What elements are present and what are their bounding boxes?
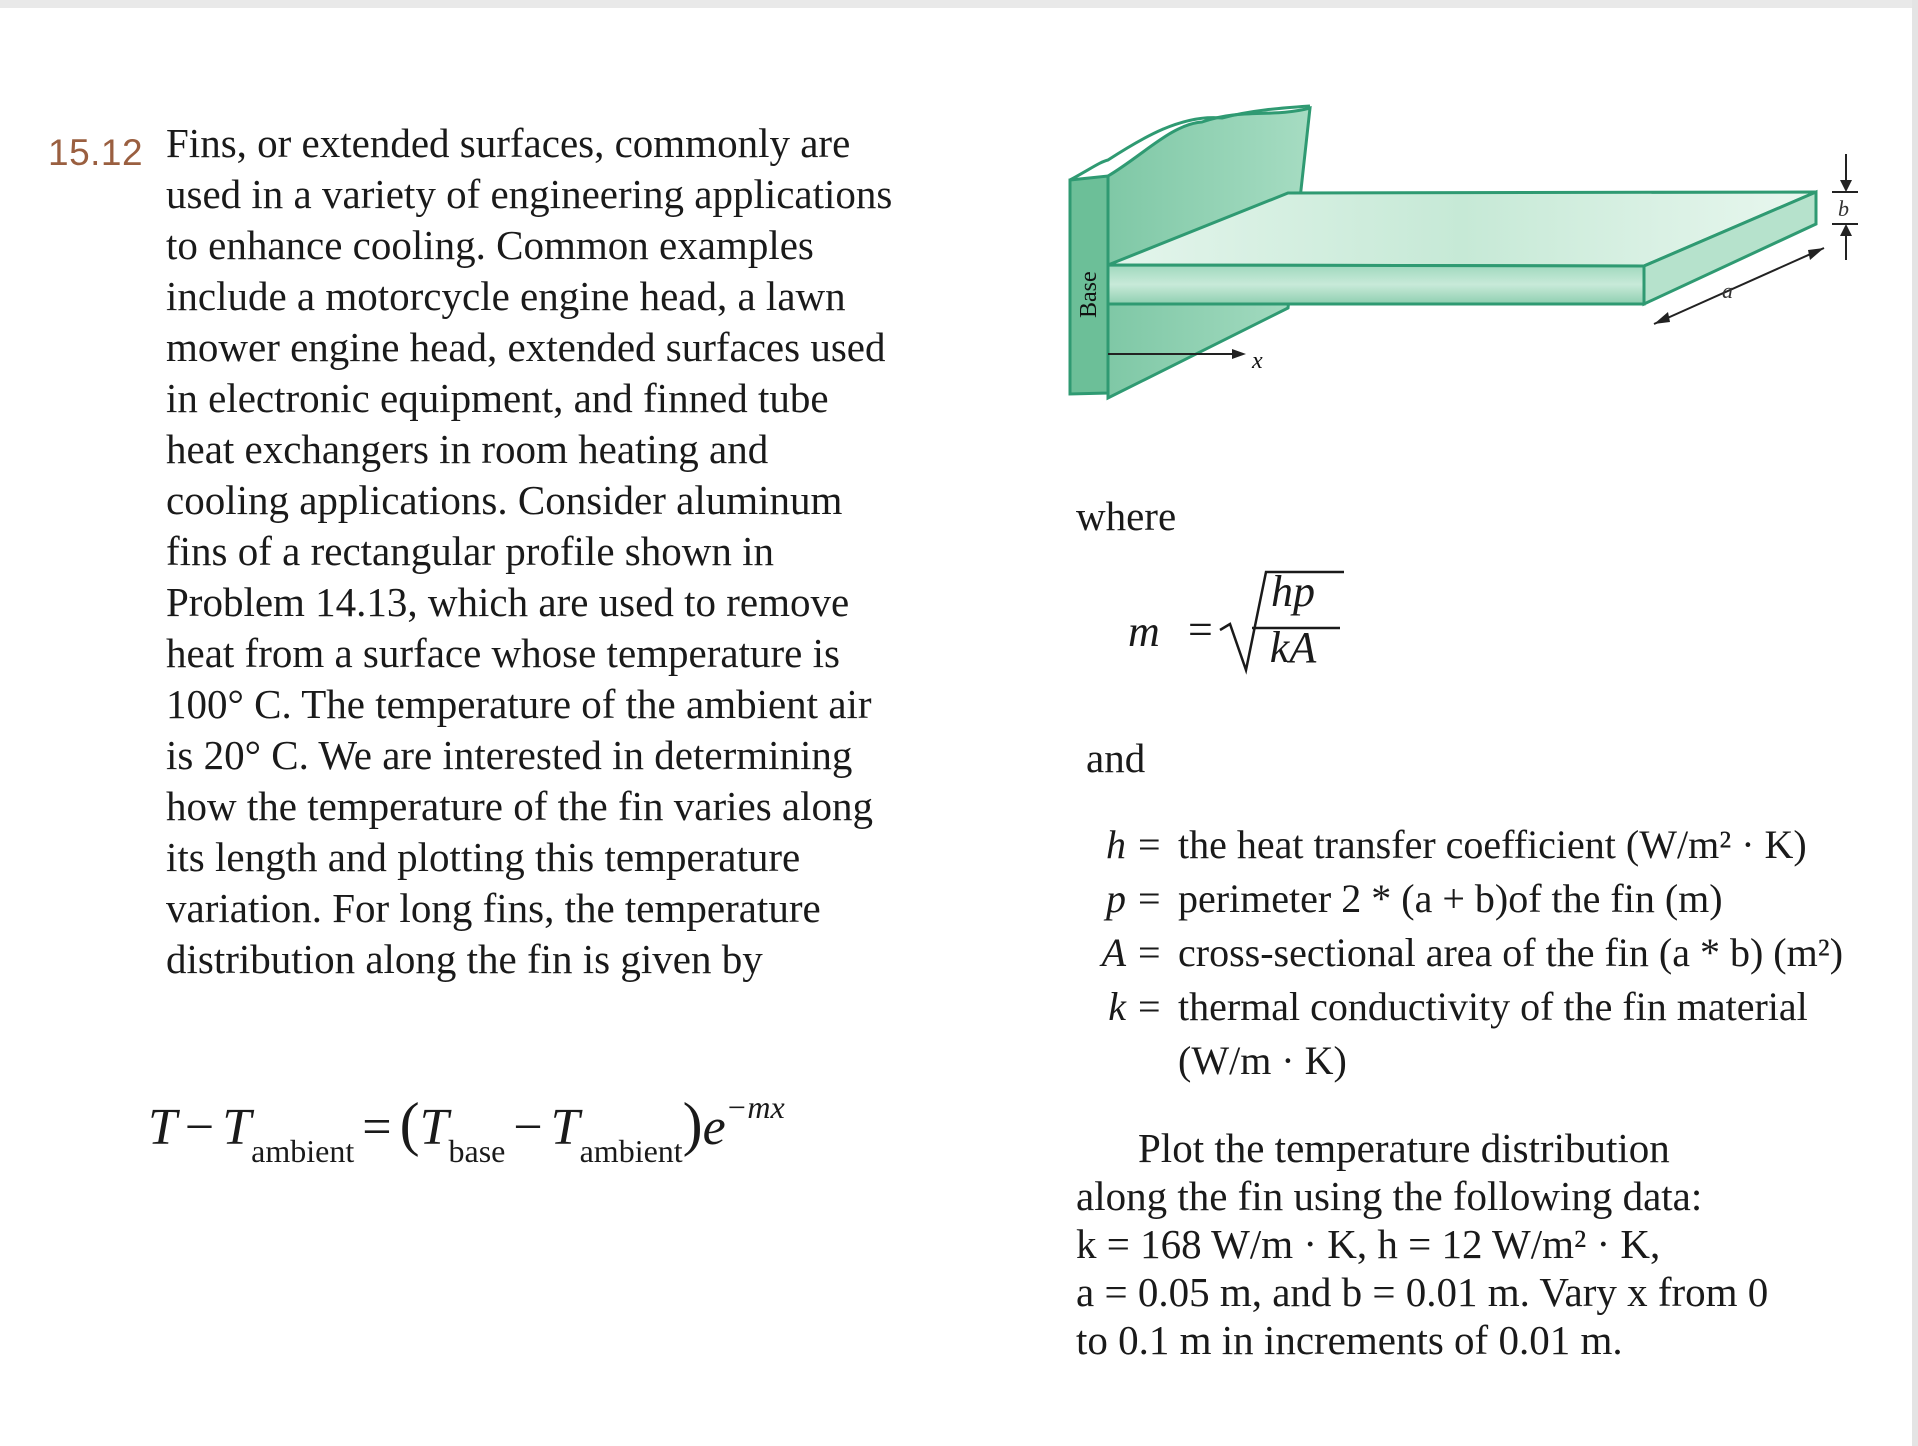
problem-line: to enhance cooling. Common examples: [166, 222, 814, 268]
problem-number: 15.12: [48, 132, 144, 173]
plot-line: along the fin using the following data:: [1076, 1173, 1703, 1219]
problem-line: fins of a rectangular profile shown in: [166, 528, 774, 574]
fin-diagram-svg: [1052, 98, 1872, 418]
def-equals: =: [1138, 984, 1161, 1029]
eq-close-paren: ): [682, 1091, 703, 1157]
eq-sub-base: base: [448, 1133, 506, 1169]
def-symbol: h: [1106, 822, 1126, 867]
problem-line: is 20° C. We are interested in determining: [166, 732, 853, 778]
definition-row-h: [1096, 818, 1876, 872]
x-axis-arrowhead: [1232, 349, 1246, 359]
a-dim-arrow-left: [1654, 312, 1670, 324]
eq-minus-1: −: [184, 1099, 215, 1156]
m-numerator: hp: [1271, 567, 1315, 616]
problem-line: include a motorcycle engine head, a lawn: [166, 273, 846, 319]
eq-e: e: [702, 1099, 726, 1156]
x-axis-label: x: [1252, 348, 1263, 374]
eq-T-base: T: [419, 1099, 449, 1156]
plot-instructions: [1076, 1124, 1876, 1364]
problem-line: cooling applications. Consider aluminum: [166, 477, 843, 523]
problem-line: used in a variety of engineering applications: [166, 171, 893, 217]
definition-row-k-units: [1096, 1034, 1876, 1088]
problem-line: variation. For long fins, the temperature: [166, 885, 821, 931]
eq-open-paren: (: [399, 1091, 420, 1157]
plot-line: Plot the temperature distribution: [1138, 1125, 1670, 1171]
eq-T: T: [148, 1099, 177, 1156]
definition-row-k: [1096, 980, 1876, 1034]
def-text: (W/m · K): [1178, 1038, 1347, 1083]
eq-equals: =: [362, 1099, 392, 1156]
definition-row-A: [1096, 926, 1876, 980]
b-dim-arrow-top: [1840, 180, 1852, 192]
def-text: thermal conductivity of the fin material: [1178, 984, 1808, 1029]
a-dim-arrow-right: [1808, 248, 1824, 260]
top-frame-edge: [0, 0, 1918, 8]
def-equals: =: [1138, 930, 1161, 975]
problem-line: heat exchangers in room heating and: [166, 426, 769, 472]
problem-line: heat from a surface whose temperature is: [166, 630, 840, 676]
problem-line: Fins, or extended surfaces, commonly are: [166, 120, 851, 166]
and-label: and: [1086, 735, 1146, 781]
where-label: where: [1076, 493, 1177, 539]
plot-line: a = 0.05 m, and b = 0.01 m. Vary x from 0: [1076, 1269, 1769, 1315]
def-text: perimeter 2 * (a + b)of the fin (m): [1178, 876, 1723, 921]
eq-exponent: −mx: [725, 1089, 785, 1125]
a-dimension-label: a: [1722, 278, 1733, 303]
problem-line: how the temperature of the fin varies along: [166, 783, 873, 829]
fin-front-face: [1108, 265, 1644, 304]
m-definition-formula: [1128, 566, 1348, 676]
right-frame-edge: [1912, 0, 1918, 1446]
problem-line: Problem 14.13, which are used to remove: [166, 579, 850, 625]
fin-diagram: [1052, 98, 1872, 418]
def-symbol: A: [1101, 930, 1126, 975]
b-dim-arrow-bottom: [1840, 224, 1852, 236]
problem-line: distribution along the fin is given by: [166, 936, 763, 982]
def-symbol: p: [1106, 876, 1126, 921]
m-equals: =: [1188, 605, 1213, 654]
fin-temperature-equation: [148, 1090, 948, 1200]
def-symbol: k: [1108, 984, 1126, 1029]
plot-line: k = 168 W/m · K, h = 12 W/m² · K,: [1076, 1221, 1661, 1267]
m-denominator: kA: [1269, 623, 1317, 672]
m-symbol: m: [1128, 607, 1160, 656]
b-dimension-label: b: [1838, 196, 1849, 221]
problem-line: its length and plotting this temperature: [166, 834, 801, 880]
problem-line: mower engine head, extended surfaces used: [166, 324, 886, 370]
def-equals: =: [1138, 822, 1161, 867]
eq-sub-ambient-2: ambient: [579, 1133, 683, 1169]
eq-T-ambient: T: [222, 1099, 252, 1156]
def-text: cross-sectional area of the fin (a * b) (m²): [1178, 930, 1844, 975]
def-text: the heat transfer coefficient (W/m² · K): [1178, 822, 1807, 867]
eq-minus-2: −: [513, 1099, 543, 1156]
variable-definitions: [1096, 818, 1876, 1088]
def-equals: =: [1138, 876, 1161, 921]
base-label: Base: [1076, 271, 1102, 318]
plot-line: to 0.1 m in increments of 0.01 m.: [1076, 1317, 1623, 1363]
definition-row-p: [1096, 872, 1876, 926]
problem-line: 100° C. The temperature of the ambient air: [166, 681, 872, 727]
problem-statement: [166, 118, 986, 985]
eq-T-ambient-2: T: [550, 1099, 580, 1156]
problem-line: in electronic equipment, and finned tube: [166, 375, 829, 421]
eq-sub-ambient: ambient: [251, 1133, 355, 1169]
